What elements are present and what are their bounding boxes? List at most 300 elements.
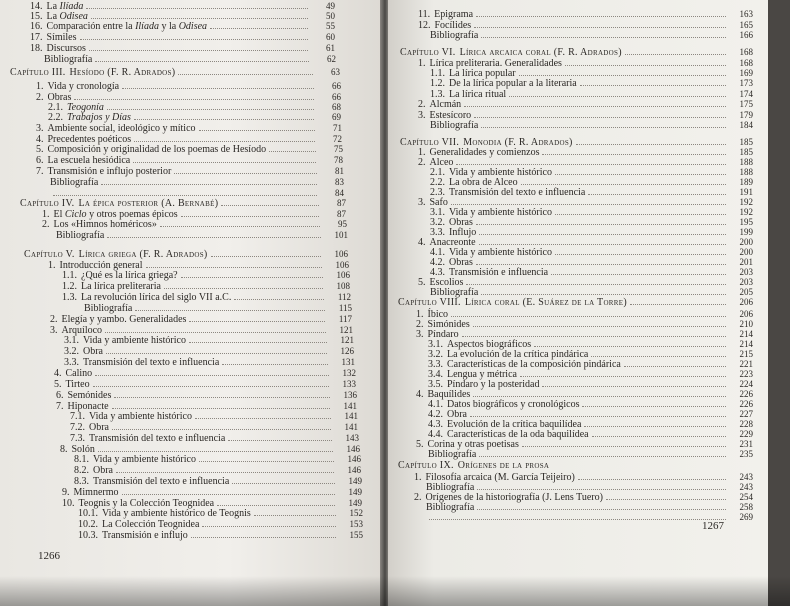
- entry-number: 4.1.: [430, 247, 445, 258]
- dot-leader: [591, 356, 726, 357]
- dot-leader: [481, 127, 726, 128]
- entry-title: La escuela hesiódica: [47, 155, 131, 166]
- entry-title: Mimnermo: [73, 487, 119, 498]
- page-number: 168: [739, 58, 753, 68]
- entry-number: Capítulo VI.: [400, 47, 456, 58]
- page-number: 210: [739, 319, 753, 329]
- entry-number: 14.: [30, 1, 43, 12]
- dot-leader: [509, 96, 726, 97]
- entry-number: 1.: [418, 58, 426, 69]
- page-number: 141: [344, 422, 358, 432]
- page-number: 224: [739, 379, 753, 389]
- dot-leader: [582, 406, 726, 407]
- page-number: 50: [326, 11, 335, 21]
- entry-title: Bibliografía: [56, 230, 105, 241]
- page-number: 106: [336, 270, 350, 280]
- right-page: [388, 0, 768, 606]
- page-number: 200: [739, 237, 753, 247]
- entry-number: 3.3.: [428, 359, 443, 370]
- entry-title: Simónides: [427, 319, 470, 330]
- page-number: 227: [739, 409, 753, 419]
- entry-title: Influjo: [449, 227, 477, 238]
- page-number: 115: [338, 303, 352, 313]
- dot-leader: [519, 75, 726, 76]
- entry-title: Características de la oda baquilídea: [447, 429, 589, 440]
- page-number: 243: [739, 472, 753, 482]
- entry-number: 3.: [418, 197, 426, 208]
- entry-title: Orígenes de la historiografía (J. Lens Tuero): [425, 492, 603, 503]
- dot-leader: [106, 353, 327, 354]
- page-number: 121: [340, 335, 354, 345]
- dot-leader: [107, 237, 321, 238]
- dot-leader: [481, 37, 726, 38]
- entry-title: Vida y ambiente histórico: [93, 454, 196, 465]
- entry-title: Composición y originalidad de los poemas de Hesíodo: [47, 144, 267, 155]
- dot-leader: [476, 264, 726, 265]
- page-number: 60: [326, 32, 335, 42]
- page-number: 152: [349, 508, 363, 518]
- page-number: 117: [338, 314, 352, 324]
- entry-title: Hiponacte: [67, 401, 109, 412]
- page-number: 136: [343, 390, 357, 400]
- entry-number: 5.: [416, 439, 424, 450]
- dot-leader: [217, 505, 335, 506]
- entry-number: 8.: [60, 444, 68, 455]
- entry-number: 3.: [418, 110, 426, 121]
- page-number: 163: [739, 9, 753, 19]
- entry-title: Transmisión del texto e influencia: [89, 433, 226, 444]
- page-number: 191: [739, 187, 753, 197]
- entry-number: 4.: [36, 134, 44, 145]
- dot-leader: [174, 173, 317, 174]
- entry-title: La Colección Teognidea: [102, 519, 200, 530]
- entry-title: Lírica arcaica coral (F. R. Adrados): [459, 47, 622, 58]
- entry-title: Bibliografía: [44, 54, 93, 65]
- page-number: 106: [335, 260, 349, 270]
- entry-title: Lengua y métrica: [447, 369, 517, 380]
- dot-leader: [542, 386, 726, 387]
- entry-title: Datos biográficos y cronológicos: [447, 399, 580, 410]
- page-number: 226: [739, 399, 753, 409]
- entry-title: Evolución de la crítica baquilídea: [447, 419, 582, 430]
- dot-leader: [232, 483, 335, 484]
- entry-number: 16.: [30, 21, 43, 32]
- entry-title: Alcmán: [429, 99, 462, 110]
- dot-leader: [122, 494, 336, 495]
- toc-entry: [430, 119, 753, 132]
- dot-leader: [191, 537, 336, 538]
- page-number: 243: [739, 482, 753, 492]
- entry-title: Lírica griega (F. R. Adrados): [78, 249, 208, 260]
- page-number: 169: [739, 68, 753, 78]
- entry-number: Capítulo IX.: [398, 460, 454, 471]
- entry-number: 9.: [62, 487, 70, 498]
- dot-leader: [474, 117, 726, 118]
- entry-number: 4.2.: [428, 409, 443, 420]
- dot-leader: [134, 141, 315, 142]
- dot-leader: [451, 316, 726, 317]
- page-number: 55: [326, 21, 335, 31]
- entry-number: 1.2.: [430, 78, 445, 89]
- page-number: 192: [739, 197, 753, 207]
- entry-title: Obra: [93, 465, 113, 476]
- entry-title: Bibliografía: [430, 120, 479, 131]
- dot-leader: [466, 284, 726, 285]
- entry-number: 4.3.: [430, 267, 445, 278]
- page-number: 165: [739, 20, 753, 30]
- entry-number: 10.: [62, 498, 75, 509]
- page-number: 226: [739, 389, 753, 399]
- entry-number: 2.: [50, 314, 58, 325]
- entry-title: La revolución lírica del siglo VII a.C.: [81, 292, 232, 303]
- entry-number: 7.1.: [70, 411, 85, 422]
- entry-title: Filosofía arcaica (M. García Teijeiro): [425, 472, 575, 483]
- toc-entry: [44, 53, 336, 66]
- page-number: 228: [739, 419, 753, 429]
- dot-leader: [93, 386, 329, 387]
- page-number: 106: [334, 249, 348, 259]
- entry-title: La evolución de la crítica pindárica: [447, 349, 589, 360]
- page-number: 206: [739, 297, 753, 307]
- dot-leader: [584, 426, 726, 427]
- entry-number: 7.3.: [70, 433, 85, 444]
- page-number: 62: [327, 54, 336, 64]
- entry-number: 1.: [42, 209, 50, 220]
- entry-number: 2.: [42, 219, 50, 230]
- entry-title: Vida y cronología: [47, 81, 120, 92]
- entry-title: Obra: [83, 346, 103, 357]
- entry-number: 1.3.: [62, 292, 77, 303]
- entry-number: 2.: [416, 319, 424, 330]
- dot-leader: [542, 154, 726, 155]
- entry-number: 1.: [414, 472, 422, 483]
- left-folio: 1266: [38, 550, 60, 562]
- page-number: 63: [331, 67, 340, 77]
- entry-number: 5.: [418, 277, 426, 288]
- page-number: 185: [739, 137, 753, 147]
- page-number: 192: [739, 207, 753, 217]
- entry-number: 3.1.: [64, 335, 79, 346]
- entry-title: Generalidades y comienzos: [429, 147, 540, 158]
- page-number: 108: [336, 281, 350, 291]
- entry-title: Bibliografía: [426, 502, 475, 513]
- entry-number: 2.2.: [430, 177, 445, 188]
- entry-title: Precedentes poéticos: [47, 134, 132, 145]
- entry-title: El Ciclo y otros poemas épicos: [53, 209, 178, 220]
- entry-title: Baquílides: [427, 389, 471, 400]
- entry-title: La épica posterior (A. Bernabé): [78, 198, 219, 209]
- page-number: 203: [739, 277, 753, 287]
- dot-leader: [234, 299, 324, 300]
- entry-title: Bibliografía: [50, 177, 99, 188]
- entry-number: 3.1.: [428, 339, 443, 350]
- dot-leader: [53, 195, 317, 196]
- dot-leader: [91, 18, 308, 19]
- page-number: 71: [333, 123, 342, 133]
- entry-title: Semónides: [67, 390, 112, 401]
- background-edge: [768, 0, 790, 606]
- page-number: 175: [739, 99, 753, 109]
- entry-title: Transmisión e influjo posterior: [47, 166, 172, 177]
- page-number: 254: [739, 492, 753, 502]
- entry-number: 1.: [48, 260, 56, 271]
- entry-title: Lírica preliteraria. Generalidades: [429, 58, 562, 69]
- dot-leader: [477, 509, 726, 510]
- entry-number: 3.: [50, 325, 58, 336]
- entry-title: Características de la composición pindárica: [447, 359, 621, 370]
- entry-title: Elegía y yambo. Generalidades: [61, 314, 187, 325]
- page-number: 132: [342, 368, 356, 378]
- toc-entry: [430, 29, 753, 42]
- dot-leader: [578, 479, 726, 480]
- page-number: 95: [338, 219, 347, 229]
- entry-title: Escolios: [429, 277, 464, 288]
- entry-title: Transmisión del texto e influencia: [83, 357, 220, 368]
- page-number: 149: [348, 498, 362, 508]
- page-number: 69: [332, 112, 341, 122]
- page-number: 188: [739, 157, 753, 167]
- entry-number: 4.: [418, 237, 426, 248]
- dot-leader: [95, 375, 329, 376]
- dot-leader: [551, 274, 726, 275]
- page-number: 231: [739, 439, 753, 449]
- entry-number: 1.: [36, 81, 44, 92]
- page-number: 214: [739, 329, 753, 339]
- entry-number: 2.: [418, 157, 426, 168]
- dot-leader: [101, 184, 317, 185]
- page-number: 214: [739, 339, 753, 349]
- dot-leader: [520, 376, 726, 377]
- entry-number: 10.3.: [78, 530, 98, 541]
- page-number: 166: [739, 30, 753, 40]
- entry-number: 4.4.: [428, 429, 443, 440]
- dot-leader: [199, 461, 334, 462]
- dot-leader: [565, 65, 726, 66]
- dot-leader: [473, 396, 726, 397]
- entry-title: Discursos: [46, 43, 86, 54]
- entry-number: 1.3.: [430, 89, 445, 100]
- entry-title: Bibliografía: [430, 30, 479, 41]
- entry-number: 3.2.: [428, 349, 443, 360]
- entry-title: Corina y otras poetisas: [427, 439, 519, 450]
- dot-leader: [624, 366, 726, 367]
- dot-leader: [254, 515, 336, 516]
- entry-number: 1.1.: [430, 68, 445, 79]
- dot-leader: [181, 216, 319, 217]
- dot-leader: [474, 27, 726, 28]
- page-number: 185: [739, 147, 753, 157]
- dot-leader: [164, 288, 323, 289]
- entry-number: 6.: [56, 390, 64, 401]
- dot-leader: [134, 119, 314, 120]
- entry-title: Comparación entre la Ilíada y la Odisea: [46, 21, 208, 32]
- entry-number: 4.3.: [428, 419, 443, 430]
- entry-number: 7.: [56, 401, 64, 412]
- entry-number: 2.: [414, 492, 422, 503]
- entry-title: Ambiente social, ideológico y mítico: [47, 123, 196, 134]
- page-number: 146: [347, 454, 361, 464]
- dot-leader: [160, 226, 320, 227]
- dot-leader: [195, 418, 331, 419]
- page-number: 184: [739, 120, 753, 130]
- entry-title: Vida y ambiente histórico: [89, 411, 192, 422]
- entry-title: Transmisión e influencia: [449, 267, 549, 278]
- dot-leader: [107, 109, 314, 110]
- dot-leader: [479, 456, 726, 457]
- page-number: 188: [739, 167, 753, 177]
- dot-leader: [470, 416, 726, 417]
- dot-leader: [592, 436, 726, 437]
- entry-number: 2.1.: [430, 167, 445, 178]
- dot-leader: [89, 50, 308, 51]
- dot-leader: [112, 429, 331, 430]
- page-number: 153: [349, 519, 363, 529]
- dot-leader: [479, 244, 726, 245]
- entry-title: Epigrama: [434, 9, 474, 20]
- dot-leader: [481, 294, 726, 295]
- page-number: 174: [739, 89, 753, 99]
- toc-entry: [56, 229, 348, 242]
- page-number: 223: [739, 369, 753, 379]
- entry-title: La lírica ritual: [449, 89, 507, 100]
- page-number: 131: [341, 357, 355, 367]
- page-number: 173: [739, 78, 753, 88]
- entry-number: Capítulo VIII.: [398, 297, 461, 308]
- entry-title: Tirteo: [65, 379, 90, 390]
- entry-number: 8.3.: [74, 476, 89, 487]
- entry-number: 1.: [416, 309, 424, 320]
- entry-title: La obra de Alceo: [449, 177, 518, 188]
- entry-title: La lírica popular: [449, 68, 516, 79]
- dot-leader: [625, 54, 726, 55]
- entry-title: Estesícoro: [429, 110, 472, 121]
- entry-title: Orígenes de la prosa: [457, 460, 550, 471]
- entry-title: Píndaro y la posteridad: [447, 379, 540, 390]
- entry-number: 2.3.: [430, 187, 445, 198]
- entry-title: Teognis y la Colección Teognidea: [78, 498, 215, 509]
- entry-number: 4.: [416, 389, 424, 400]
- dot-leader: [555, 214, 726, 215]
- page-number: 143: [345, 433, 359, 443]
- dot-leader: [456, 164, 726, 165]
- entry-title: Bibliografía: [84, 303, 133, 314]
- entry-number: 12.: [418, 20, 431, 31]
- entry-number: 4.1.: [428, 399, 443, 410]
- dot-leader: [555, 254, 726, 255]
- entry-title: Símiles: [46, 32, 77, 43]
- dot-leader: [555, 174, 726, 175]
- page-number: 78: [334, 155, 343, 165]
- entry-title: Hesíodo (F. R. Adrados): [69, 67, 176, 78]
- page-number: 206: [739, 309, 753, 319]
- entry-number: 8.1.: [74, 454, 89, 465]
- entry-title: Focílides: [434, 20, 472, 31]
- entry-title: Lírica coral (E. Suárez de la Torre): [464, 297, 627, 308]
- dot-leader: [630, 304, 726, 305]
- entry-number: Capítulo VII.: [400, 137, 460, 148]
- entry-title: Solón: [71, 444, 95, 455]
- entry-title: Obras: [449, 257, 473, 268]
- dot-leader: [522, 446, 726, 447]
- dot-leader: [189, 321, 325, 322]
- dot-leader: [451, 204, 726, 205]
- entry-number: 3.2.: [430, 217, 445, 228]
- entry-number: Capítulo III.: [10, 67, 66, 78]
- page-number: 203: [739, 267, 753, 277]
- entry-number: 3.: [36, 123, 44, 134]
- page-number: 126: [340, 346, 354, 356]
- dot-leader: [479, 234, 726, 235]
- entry-number: Capítulo V.: [24, 249, 75, 260]
- dot-leader: [521, 184, 726, 185]
- entry-number: 3.3.: [430, 227, 445, 238]
- dot-leader: [464, 106, 726, 107]
- entry-number: Capítulo IV.: [20, 198, 75, 209]
- dot-leader: [473, 326, 726, 327]
- entry-title: Vida y ambiente histórico de Teognis: [102, 508, 251, 519]
- page-number: 200: [739, 247, 753, 257]
- entry-title: Anacreonte: [429, 237, 476, 248]
- toc-entry: [78, 529, 363, 542]
- toc-chapter-heading: [10, 66, 340, 79]
- dot-leader: [178, 74, 313, 75]
- entry-title: Arquíloco: [61, 325, 103, 336]
- entry-title: La lírica preliteraria: [81, 281, 161, 292]
- entry-title: La Odisea: [46, 11, 88, 22]
- page-number: 49: [326, 1, 335, 11]
- entry-number: 7.2.: [70, 422, 85, 433]
- dot-leader: [269, 151, 316, 152]
- page-number: 168: [739, 47, 753, 57]
- entry-title: Teogonía: [67, 102, 104, 113]
- entry-title: Alceo: [429, 157, 454, 168]
- page-number: 189: [739, 177, 753, 187]
- dot-leader: [606, 499, 726, 500]
- entry-title: Vida y ambiente histórico: [449, 247, 552, 258]
- entry-number: 1.2.: [62, 281, 77, 292]
- dot-leader: [95, 61, 309, 62]
- dot-leader: [135, 310, 325, 311]
- page-number: 146: [347, 465, 361, 475]
- entry-title: Bibliografía: [430, 287, 479, 298]
- entry-number: 18.: [30, 43, 43, 54]
- page-number: 215: [739, 349, 753, 359]
- entry-number: 2.: [418, 99, 426, 110]
- page-number: 146: [346, 444, 360, 454]
- dot-leader: [221, 205, 319, 206]
- page-number: 121: [339, 325, 353, 335]
- page-number: 149: [348, 476, 362, 486]
- page-number: 258: [739, 502, 753, 512]
- entry-number: 5.: [36, 144, 44, 155]
- page-number: 141: [343, 401, 357, 411]
- page-number: 199: [739, 227, 753, 237]
- entry-title: Íbico: [427, 309, 449, 320]
- entry-title: Vida y ambiente histórico: [449, 207, 552, 218]
- dot-leader: [181, 277, 323, 278]
- page-number: 149: [348, 487, 362, 497]
- entry-title: Aspectos biográficos: [447, 339, 532, 350]
- dot-leader: [588, 194, 726, 195]
- page-number: 101: [334, 230, 348, 240]
- dot-leader: [476, 16, 726, 17]
- dot-leader: [580, 85, 726, 86]
- entry-number: 17.: [30, 32, 43, 43]
- page-number: 84: [335, 188, 344, 198]
- dot-leader: [576, 144, 726, 145]
- entry-title: Transmisión del texto e influencia: [93, 476, 230, 487]
- dot-leader: [202, 526, 336, 527]
